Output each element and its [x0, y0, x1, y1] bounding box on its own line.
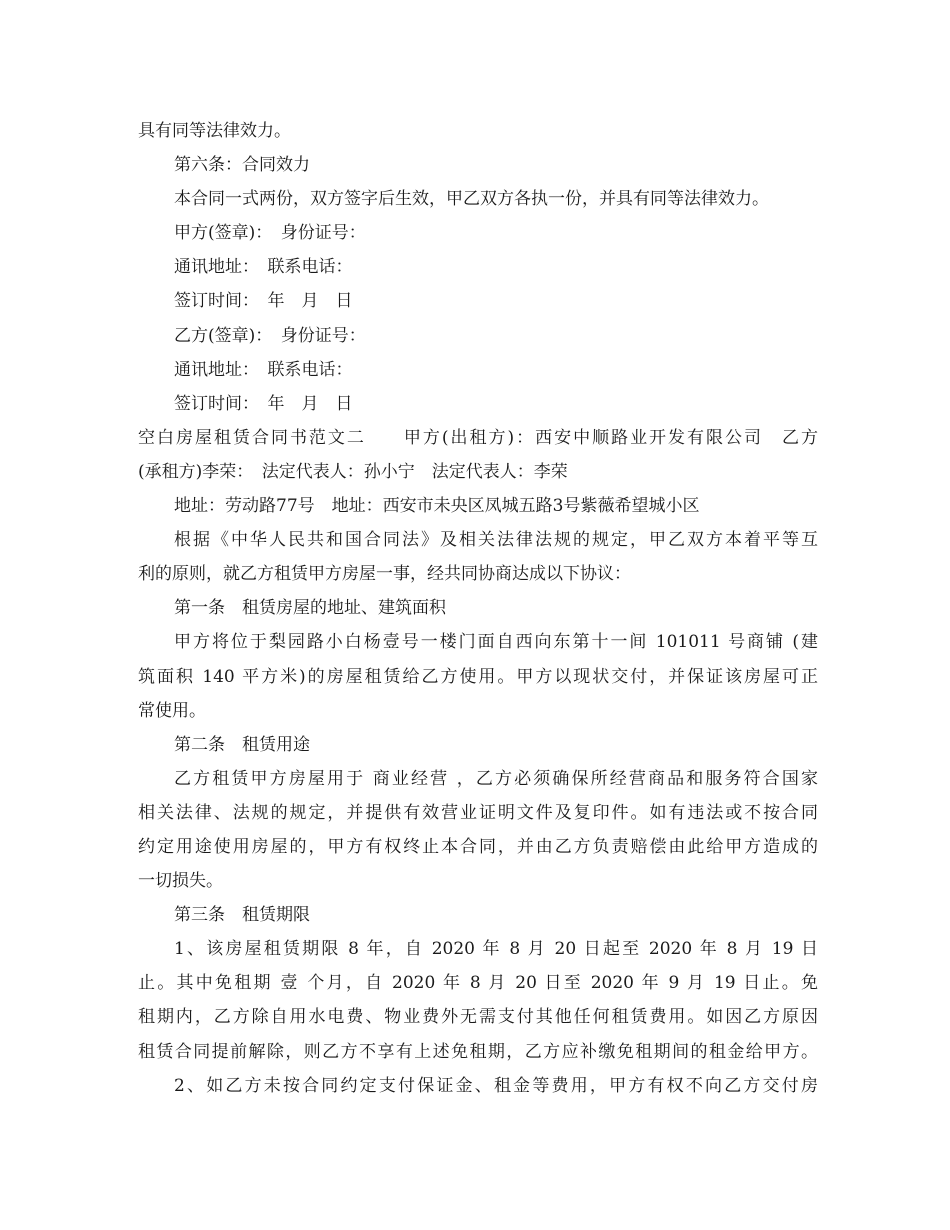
text-line: 签订时间： 年 月 日 — [174, 393, 353, 414]
text-line: 通讯地址： 联系电话： — [174, 257, 353, 278]
text-line: 签订时间： 年 月 日 — [174, 291, 353, 312]
text-line: 一切损失。 — [138, 871, 223, 892]
text-line: 常使用。 — [138, 700, 206, 721]
text-line: 地址：劳动路77号 地址：西安市未央区凤城五路3号紫薇希望城小区 — [174, 496, 700, 517]
text-line: 乙方(签章)： 身份证号： — [174, 325, 366, 346]
text-line: 通讯地址： 联系电话： — [174, 359, 353, 380]
text-line: 约定用途使用房屋的，甲方有权终止本合同，并由乙方负责赔偿由此给甲方造成的 — [138, 836, 818, 857]
text-line: 甲方(签章)： 身份证号： — [174, 223, 366, 244]
text-line: 筑面积 140 平方米)的房屋租赁给乙方使用。甲方以现状交付，并保证该房屋可正 — [138, 666, 818, 687]
text-line: 相关法律、法规的规定，并提供有效营业证明文件及复印件。如有违法或不按合同 — [138, 802, 818, 823]
text-line: 本合同一式两份，双方签字后生效，甲乙双方各执一份，并具有同等法律效力。 — [174, 189, 769, 210]
text-line: 空白房屋租赁合同书范文二 甲方(出租方)：西安中顺路业开发有限公司 乙方 — [138, 427, 818, 448]
text-line: 根据《中华人民共和国合同法》及相关法律法规的规定，甲乙双方本着平等互 — [174, 530, 818, 551]
text-line: 租赁合同提前解除，则乙方不享有上述免租期，乙方应补缴免租期间的租金给甲方。 — [138, 1041, 818, 1062]
text-line: 第六条：合同效力 — [174, 155, 310, 176]
document-page — [138, 114, 818, 1103]
text-line: 甲方将位于梨园路小白杨壹号一楼门面自西向东第十一间 101011 号商铺 (建 — [174, 632, 818, 653]
text-line: 第一条 租赁房屋的地址、建筑面积 — [174, 598, 446, 619]
text-line: 利的原则，就乙方租赁甲方房屋一事，经共同协商达成以下协议： — [138, 564, 631, 585]
text-line: 第三条 租赁期限 — [174, 905, 310, 926]
text-line: 1、该房屋租赁期限 8 年，自 2020 年 8 月 20 日起至 2020 年 8 月 19 日 — [174, 939, 818, 960]
text-line: 第二条 租赁用途 — [174, 734, 310, 755]
text-line: 具有同等法律效力。 — [138, 121, 291, 141]
text-line: 乙方租赁甲方房屋用于 商业经营 ，乙方必须确保所经营商品和服务符合国家 — [174, 768, 818, 789]
text-line: 2、如乙方未按合同约定支付保证金、租金等费用，甲方有权不向乙方交付房 — [174, 1075, 818, 1096]
text-line: 租期内，乙方除自用水电费、物业费外无需支付其他任何租赁费用。如因乙方原因 — [138, 1007, 818, 1028]
text-line: (承租方)李荣： 法定代表人：孙小宁 法定代表人：李荣 — [138, 461, 568, 482]
text-line: 止。其中免租期 壹 个月，自 2020 年 8 月 20 日至 2020 年 9 月 19 日止。免 — [138, 973, 818, 994]
